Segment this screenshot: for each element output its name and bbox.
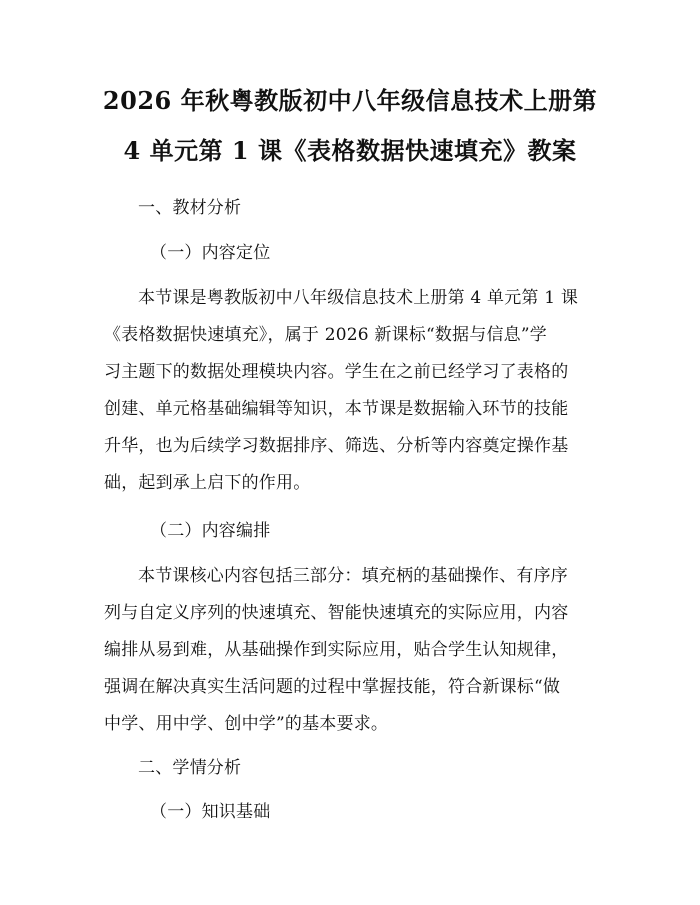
- section-heading-learner-analysis: 二、学情分析: [138, 758, 242, 778]
- paragraph-1-line-1: 本节课是粤教版初中八年级信息技术上册第 4 单元第 1 课: [138, 288, 579, 308]
- paragraph-2-line-4: 强调在解决真实生活问题的过程中掌握技能，符合新课标“做: [104, 677, 561, 697]
- section-heading-textbook-analysis: 一、教材分析: [138, 198, 242, 218]
- paragraph-2-line-2: 列与自定义序列的快速填充、智能快速填充的实际应用，内容: [104, 603, 569, 623]
- subsection-heading-content-arrangement: （二）内容编排: [150, 521, 271, 541]
- document-title-line-1: 2026 年秋粤教版初中八年级信息技术上册第: [102, 86, 598, 115]
- paragraph-1-line-5: 升华，也为后续学习数据排序、筛选、分析等内容奠定操作基: [104, 436, 569, 456]
- paragraph-1-line-3: 习主题下的数据处理模块内容。学生在之前已经学习了表格的: [104, 362, 569, 382]
- paragraph-2-line-1: 本节课核心内容包括三部分：填充柄的基础操作、有序序: [138, 566, 568, 586]
- paragraph-1-line-4: 创建、单元格基础编辑等知识，本节课是数据输入环节的技能: [104, 399, 569, 419]
- document-title-line-2: 4 单元第 1 课《表格数据快速填充》教案: [123, 136, 577, 165]
- subsection-heading-knowledge-base: （一）知识基础: [150, 802, 271, 822]
- paragraph-2-line-5: 中学、用中学、创中学”的基本要求。: [104, 714, 389, 734]
- paragraph-2-line-3: 编排从易到难，从基础操作到实际应用，贴合学生认知规律，: [104, 640, 569, 660]
- paragraph-1-line-6: 础，起到承上启下的作用。: [104, 473, 311, 493]
- subsection-heading-content-positioning: （一）内容定位: [150, 243, 271, 263]
- paragraph-1-line-2: 《表格数据快速填充》，属于 2026 新课标“数据与信息”学: [104, 325, 547, 345]
